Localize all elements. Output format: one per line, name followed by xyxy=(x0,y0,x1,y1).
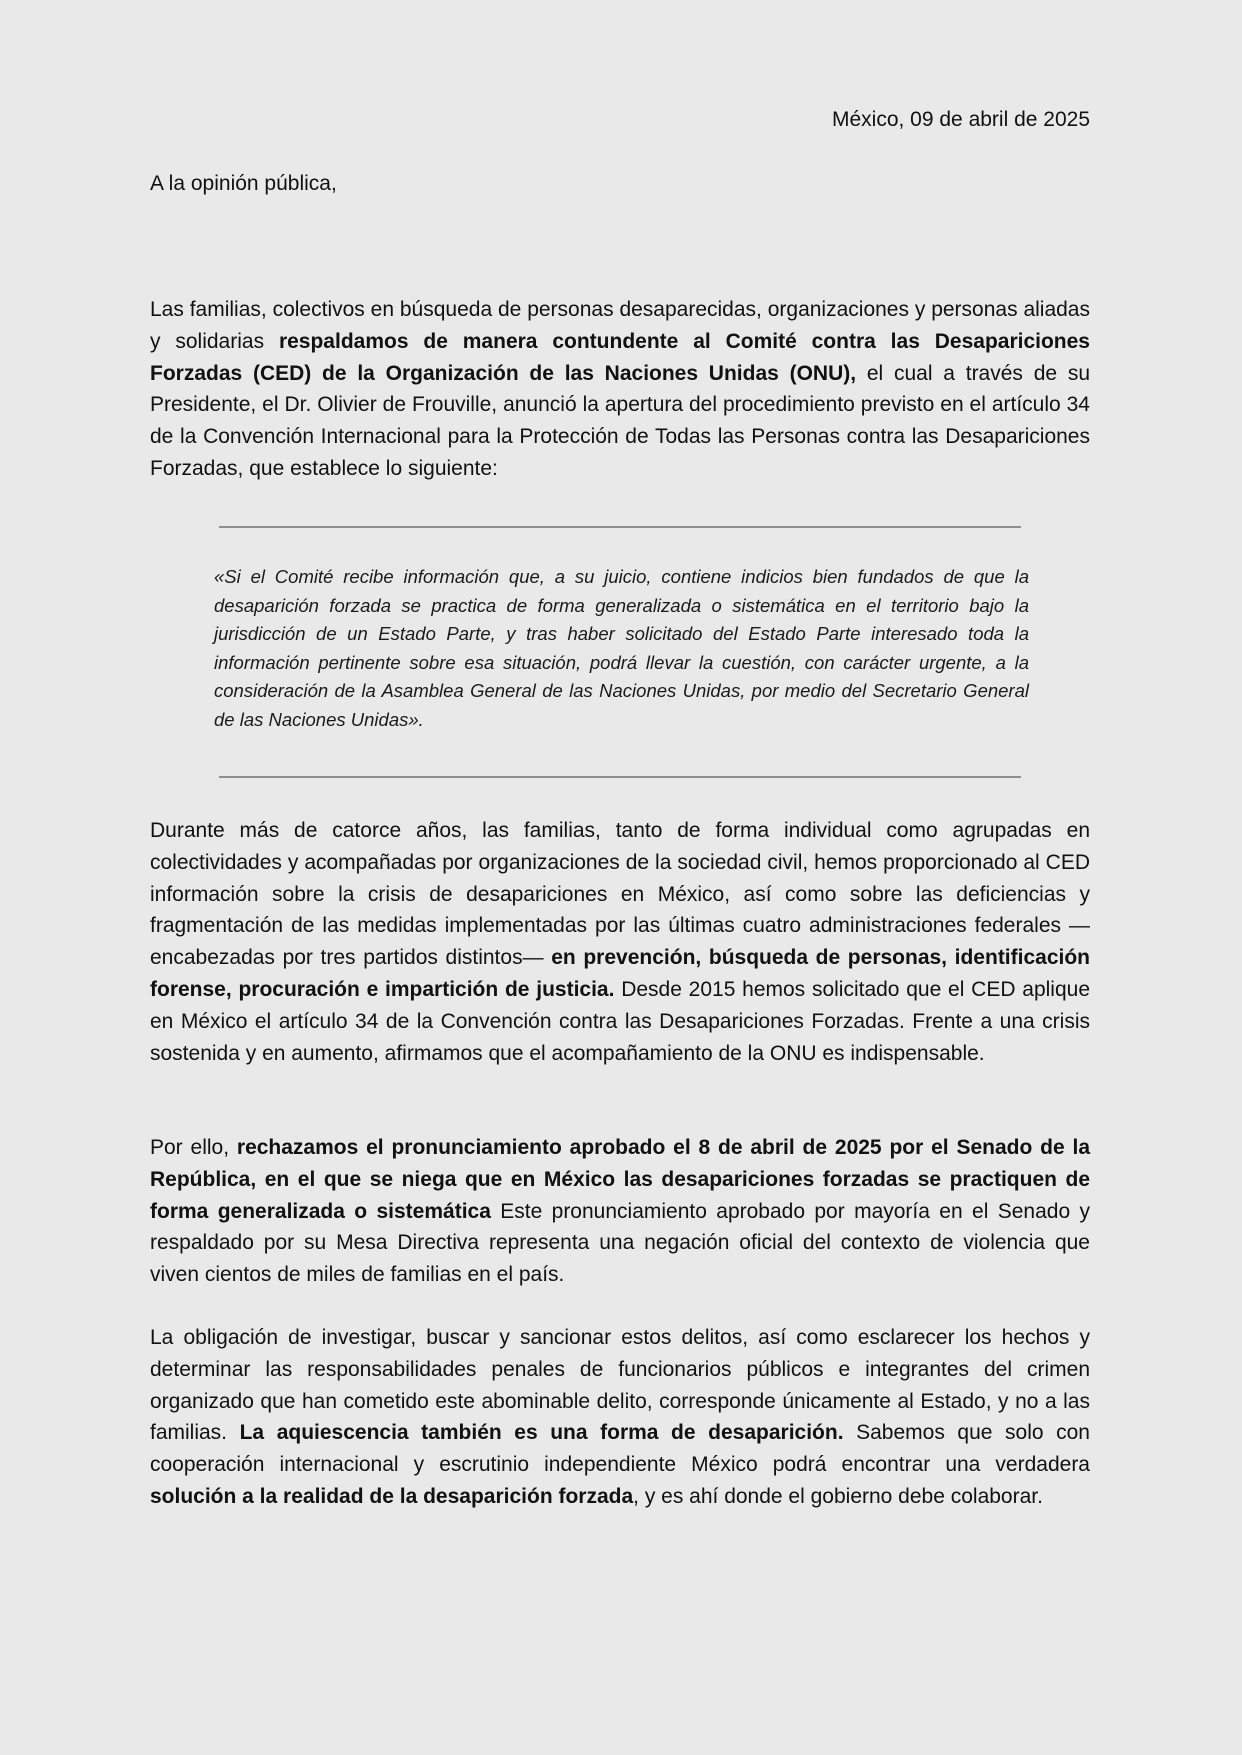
paragraph-text: Este pronunciamiento aprobado por mayoría en el Senado y respaldado por su Mesa Directiva representa una negación oficial del contexto de violencia que viven cientos de miles de familias en el país. xyxy=(150,1199,1090,1287)
paragraph-text: Desde 2015 hemos solicitado que el CED aplique en México el artículo 34 de la Convención contra las Desapariciones Forzadas. Frente a una crisis sostenida y en aumento, afirmamos que el acompañamiento de la ONU es indispensable. xyxy=(150,977,1090,1065)
paragraph-bold-text: en prevención, búsqueda de personas, identificación forense, procuración e impartición de justicia. xyxy=(150,946,1090,1001)
quote-divider-top xyxy=(219,526,1021,528)
paragraph-history xyxy=(150,815,1090,1069)
paragraph-text: el cual a través de su Presidente, el Dr. Olivier de Frouville, anunció la apertura del procedimiento previsto en el artículo 34 de la Convención Internacional para la Protección de Todas las Personas contra las Desapariciones Forzadas, que establece lo siguiente: xyxy=(150,361,1090,480)
paragraph-support xyxy=(150,294,1090,485)
paragraph-text: Las familias, colectivos en búsqueda de personas desaparecidas, organizaciones y personas aliadas y solidarias xyxy=(150,298,1090,353)
paragraph-text: , y es ahí donde el gobierno debe colaborar. xyxy=(633,1484,1043,1508)
paragraph-text: Sabemos que solo con cooperación internacional y escrutinio independiente México podrá encontrar una verdadera xyxy=(150,1421,1090,1477)
paragraph-text: Por ello, xyxy=(150,1136,237,1159)
article-34-quote: «Si el Comité recibe información que, a su juicio, contiene indicios bien fundados de que la desaparición forzada se practica de forma generalizada o sistemática en el territorio bajo la jurisdicción de un Estado Parte, y tras haber solicitado del Estado Parte interesado toda la información pertinente sobre esa situación, podrá llevar la cuestión, con carácter urgente, a la consideración de la Asamblea General de las Naciones Unidas, por medio del Secretario General de las Naciones Unidas». xyxy=(214,566,1029,730)
paragraph-bold-text: La aquiescencia también es una forma de desaparición. xyxy=(239,1421,844,1445)
letter-greeting: A la opinión pública, xyxy=(150,172,337,195)
paragraph-bold-text: solución a la realidad de la desaparición forzada xyxy=(150,1484,634,1508)
quote-divider-bottom xyxy=(219,776,1021,778)
paragraph-obligation xyxy=(150,1322,1090,1513)
paragraph-text: La obligación de investigar, buscar y sancionar estos delitos, así como esclarecer los hechos y determinar las responsabilidades penales de funcionarios públicos e integrantes del crimen organizado que han cometido este abominable delito, corresponde únicamente al Estado, y no a las familias. xyxy=(150,1326,1090,1445)
paragraph-bold-text: respaldamos de manera contundente al Comité contra las Desapariciones Forzadas (CED) de la Organización de las Naciones Unidas (ONU), xyxy=(150,329,1090,385)
letter-date: México, 09 de abril de 2025 xyxy=(832,108,1090,131)
paragraph-rejection xyxy=(150,1132,1090,1291)
paragraph-bold-text: rechazamos el pronunciamiento aprobado el 8 de abril de 2025 por el Senado de la República, en el que se niega que en México las desapariciones forzadas se practiquen de forma generalizada o sistemática xyxy=(150,1136,1090,1223)
letter-page xyxy=(150,0,1090,1755)
paragraph-text: Durante más de catorce años, las familias, tanto de forma individual como agrupadas en colectividades y acompañadas por organizaciones de la sociedad civil, hemos proporcionado al CED información sobre la crisis de desapariciones en México, así como sobre las deficiencias y fragmentación de las medidas implementadas por las últimas cuatro administraciones federales —encabezadas por tres partidos distintos— xyxy=(150,819,1090,970)
